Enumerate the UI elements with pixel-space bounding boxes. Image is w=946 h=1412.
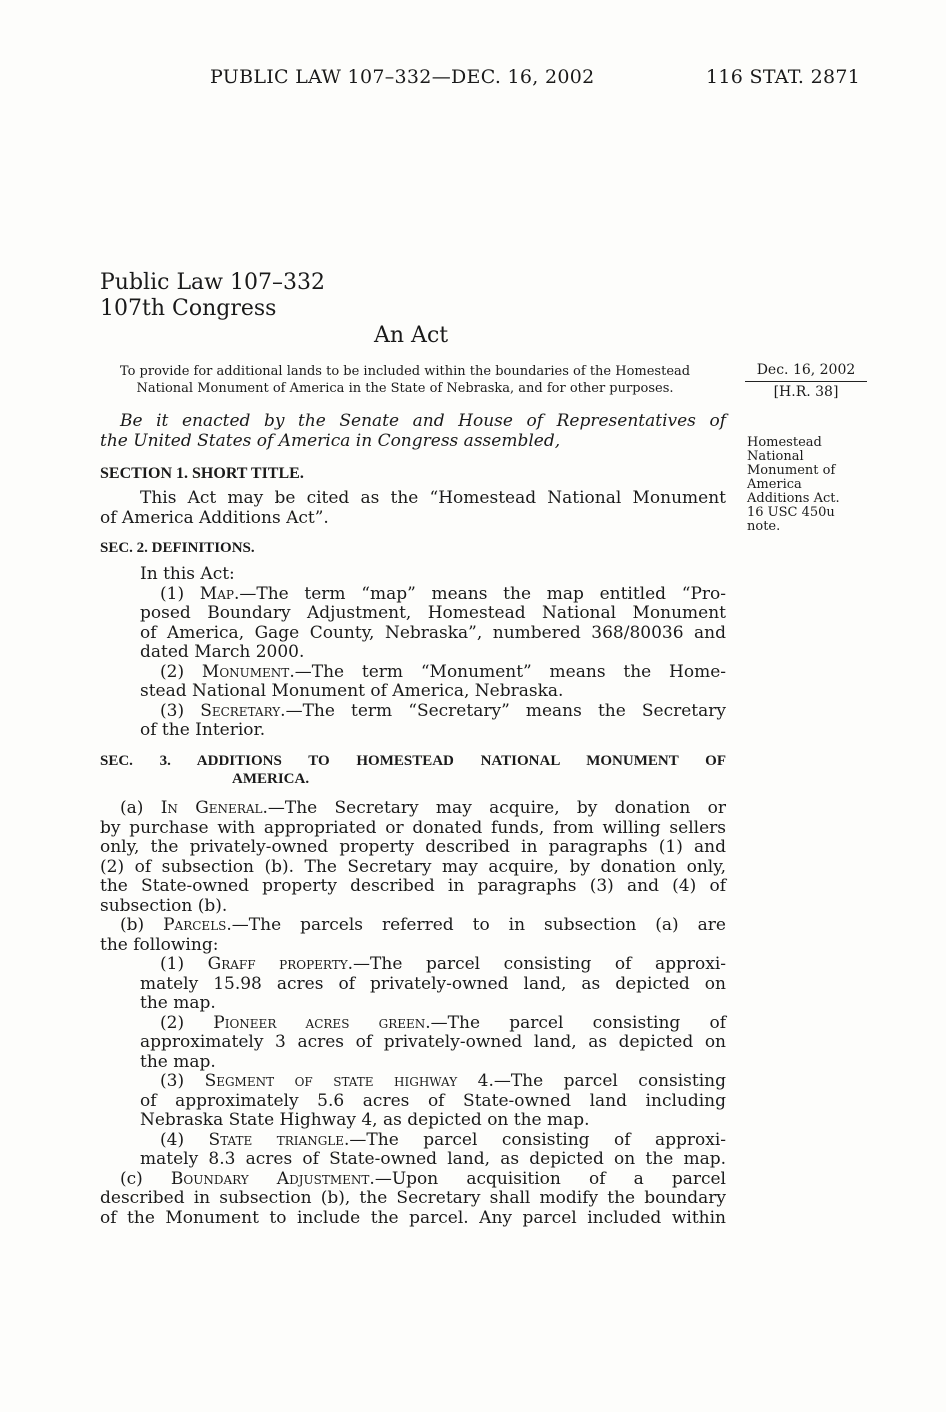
citation-line: note. <box>747 519 781 534</box>
text-line: of America, Gage County, Nebraska”, numbered 368/80036 and <box>140 622 726 643</box>
paragraph-number: (4) <box>160 1129 209 1150</box>
text-line <box>100 585 726 605</box>
text-line: the State-owned property described in paragraphs (3) and (4) of <box>100 876 726 896</box>
text-line: posed Boundary Adjustment, Homestead National Monument <box>140 603 726 623</box>
text-line: approximately 3 acres of privately-owned land, as depicted on <box>140 1032 726 1052</box>
bill-number: [H.R. 38] <box>773 384 839 400</box>
section-3-body <box>100 799 726 1228</box>
law-number: Public Law 107–332 <box>100 270 325 295</box>
section-3-heading: SEC. 3. ADDITIONS TO HOMESTEAD NATIONAL MONUMENT OF <box>100 753 726 769</box>
text-line <box>100 799 726 819</box>
text-line: the following: <box>100 934 219 955</box>
text-line: dated March 2000. <box>140 642 305 662</box>
paragraph-heading: Monument <box>201 661 290 682</box>
paragraph-heading: Map <box>199 583 234 604</box>
paragraph-text: .—The parcel consisting of approxi- <box>344 1129 727 1150</box>
text-line: the map. <box>140 1051 216 1072</box>
section-1-heading: SECTION 1. SHORT TITLE. <box>100 465 304 482</box>
text-line: only, the privately-owned property described in paragraphs (1) and <box>100 837 726 857</box>
paragraph-heading: In General <box>160 798 263 818</box>
text-line: subsection (b). <box>100 895 228 916</box>
text-line: In this Act: <box>140 564 235 584</box>
paragraph-heading: Secretary <box>200 700 281 721</box>
paragraph-number: (1) <box>160 954 208 974</box>
text-line <box>100 916 726 936</box>
section-2-heading: SEC. 2. DEFINITIONS. <box>100 540 255 556</box>
text-line: of the Monument to include the parcel. Any parcel included within <box>100 1207 726 1228</box>
citation-line: 16 USC 450u <box>747 505 835 520</box>
purpose-line: To provide for additional lands to be included within the boundaries of the Homestead <box>119 364 691 379</box>
paragraph-text: .—The term “Monument” means the Home- <box>289 661 727 682</box>
text-line: of approximately 5.6 acres of State-owned land including <box>140 1090 726 1111</box>
paragraph-number: (a) <box>120 798 161 818</box>
act-title: An Act <box>374 323 449 348</box>
paragraph-number: (3) <box>160 1071 205 1091</box>
paragraph-text: .—The term “Secretary” means the Secretary <box>280 700 726 721</box>
paragraph-number: (1) <box>160 583 200 604</box>
paragraph-heading: Graff property <box>207 954 348 974</box>
text-line: stead National Monument of America, Nebraska. <box>140 681 564 701</box>
section-2-body <box>100 565 726 741</box>
paragraph-heading: State triangle <box>208 1129 345 1150</box>
running-header: PUBLIC LAW 107–332—DEC. 16, 2002 <box>210 66 595 88</box>
paragraph-text: .—The parcels referred to in subsection (a) are <box>226 915 726 935</box>
page-number: 116 STAT. 2871 <box>706 66 861 88</box>
paragraph-heading: Pioneer acres green <box>213 1012 426 1033</box>
citation-line: Monument of <box>747 463 836 478</box>
text-line: the map. <box>140 993 216 1013</box>
section-3-heading-cont: AMERICA. <box>232 771 310 787</box>
text-line: of the Interior. <box>140 720 266 740</box>
congress: 107th Congress <box>100 296 277 321</box>
paragraph-number: (2) <box>160 661 202 682</box>
text-line <box>100 702 726 722</box>
text-line: Nebraska State Highway 4, as depicted on the map. <box>140 1110 590 1130</box>
purpose-line: National Monument of America in the State of Nebraska, and for other purposes. <box>136 381 674 396</box>
paragraph-heading: Boundary Adjustment <box>170 1168 370 1189</box>
text-line: This Act may be cited as the “Homestead National Monument <box>140 488 726 508</box>
citation-line: National <box>747 449 804 464</box>
paragraph-text: .—The parcel consisting of <box>425 1012 726 1033</box>
section-1-body <box>100 489 726 528</box>
date-divider <box>745 381 867 382</box>
paragraph-text: .—Upon acquisition of a parcel <box>369 1168 726 1189</box>
enactment-date: Dec. 16, 2002 <box>756 362 856 378</box>
margin-citation <box>747 436 840 534</box>
text-line: of America Additions Act”. <box>100 507 329 528</box>
text-line: by purchase with appropriated or donated funds, from willing sellers <box>100 817 726 838</box>
text-line <box>100 663 726 683</box>
text-line: mately 15.98 acres of privately-owned land, as depicted on <box>140 973 726 994</box>
text-line: Be it enacted by the Senate and House of Representatives of <box>120 411 726 431</box>
citation-line: Homestead <box>747 435 822 450</box>
paragraph-text: .—The parcel consisting of approxi- <box>347 954 727 974</box>
paragraph-number: (2) <box>160 1012 214 1033</box>
text-line <box>100 1131 726 1151</box>
paragraph-heading: Segment of state highway 4 <box>204 1071 489 1091</box>
text-line <box>100 1072 726 1092</box>
paragraph-number: (3) <box>160 700 201 721</box>
paragraph-number: (b) <box>120 915 164 935</box>
text-line: described in subsection (b), the Secretary shall modify the boundary <box>100 1188 726 1208</box>
text-line <box>100 1014 726 1034</box>
enacting-clause <box>100 412 726 451</box>
paragraph-text: .—The term “map” means the map entitled “Pro- <box>233 583 727 604</box>
paragraph-text: .—The Secretary may acquire, by donation or <box>262 798 726 818</box>
text-line <box>100 1170 726 1190</box>
text-line <box>100 955 726 975</box>
paragraph-text: .—The parcel consisting <box>488 1071 726 1091</box>
paragraph-heading: Parcels <box>163 915 227 935</box>
citation-line: Additions Act. <box>747 491 840 506</box>
paragraph-number: (c) <box>120 1168 171 1189</box>
purpose-statement <box>100 363 710 397</box>
text-line: the United States of America in Congress assembled, <box>100 430 561 451</box>
citation-line: America <box>747 477 802 492</box>
text-line: mately 8.3 acres of State-owned land, as depicted on the map. <box>140 1149 726 1169</box>
text-line: (2) of subsection (b). The Secretary may acquire, by donation only, <box>100 856 726 877</box>
